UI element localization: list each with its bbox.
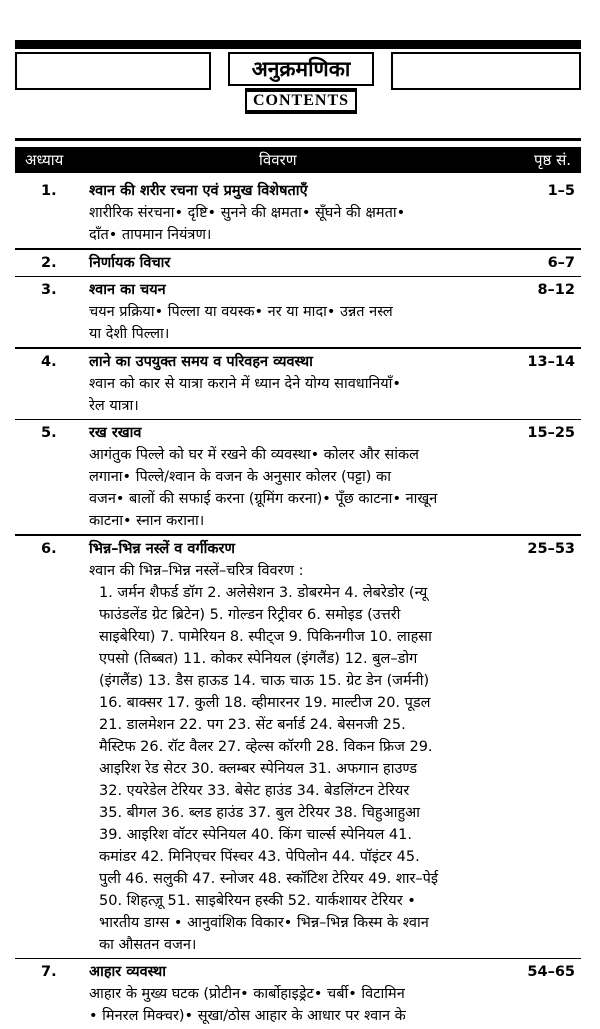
description-line: रेल यात्रा। [89,397,139,414]
breed-list-line: 39. आइरिश वॉटर स्पेनियल 40. किंग चार्ल्स स्पेनियल 41. [99,826,412,843]
description-line: आहार के मुख्य घटक (प्रोटीन• कार्बोहाइड्रेट• चर्बी• विटामिन [89,986,405,1002]
breed-list-line: मैस्टिफ 26. रॉट वैलर 27. व्हेल्स कॉरगी 28. विकन फ्रिज 29. [99,738,433,755]
chapter-title: श्वान की शरीर रचना एवं प्रमुख विशेषताएँ [89,183,308,199]
chapter-number: 2. [41,254,57,271]
column-page: पृष्ठ सं. [533,151,571,169]
breed-list-line: आइरिश रेड सेटर 30. क्लम्बर स्पेनियल 31. अफगान हाउण्ड [99,760,418,777]
breed-list-line: 16. बाक्सर 17. कुली 18. व्हीमारनर 19. माल्टीज 20. पूडल [99,694,431,711]
chapter-number: 7. [41,964,57,980]
breed-list-line: फाउंडलेंड ग्रेट ब्रिटेन) 5. गोल्डन रिट्रीवर 6. समोइड (उत्तरी [99,606,401,623]
breed-list-line: का औसतन वजन। [99,936,197,953]
chapter-number: 6. [41,540,57,557]
description-line: या देशी पिल्ला। [89,326,170,342]
header-right-box [391,52,581,90]
breed-list-line: 21. डालमेशन 22. पग 23. सेंट बर्नार्ड 24. बेसनजी 25. [99,716,406,733]
chapter-title: रख रखाव [89,425,142,441]
top-border-bar [15,40,581,49]
chapter-entry [15,176,581,248]
title-block [219,52,383,115]
chapter-title: आहार व्यवस्था [89,964,167,980]
chapter-entry [15,420,581,534]
header-top-rule [15,138,581,141]
description-line: • मिनरल मिक्चर)• सूखा/ठोस आहार के आधार पर श्वान के [89,1008,406,1024]
chapter-pages: 25–53 [527,540,575,557]
breed-list-line: साइबेरिया) 7. पामेरियन 8. स्पीट्ज 9. पिकिनगीज 10. लाहसा [99,628,432,645]
column-chapter: अध्याय [25,151,64,169]
chapter-pages: 1–5 [547,183,575,199]
chapter-pages: 8–12 [537,282,575,298]
chapter-description [89,202,555,246]
contents-list [15,176,581,1029]
chapter-number: 5. [41,425,57,441]
breed-list-line: 35. बीगल 36. ब्लड हाउंड 37. बुल टेरियर 38. चिहुआहुआ [99,804,420,821]
description-line: दाँत• तापमान नियंत्रण। [89,227,212,243]
description-line: शारीरिक संरचना• दृष्टि• सुनने की क्षमता• सूँघने की क्षमता• [89,205,406,221]
chapter-heading-row [15,422,581,444]
breed-list-line: (इंगलैंड) 13. डैस हाऊड 14. चाऊ चाऊ 15. ग्रेट डेन (जर्मनी) [99,672,430,689]
chapter-pages: 54–65 [527,964,575,980]
breed-list-line: एपसो (तिब्बत) 11. कोकर स्पेनियल (इंगलैंड) 12. बुल–डोग [99,650,418,667]
header-left-box [15,52,211,90]
title-hindi: अनुक्रमणिका [228,52,374,86]
chapter-description [89,444,555,532]
description-line: लगाना• पिल्ले/श्वान के वजन के अनुसार कोलर (पट्टा) का [89,469,391,485]
chapter-entry [15,277,581,347]
chapter-heading-row [15,351,581,373]
chapter-pages: 15–25 [527,425,575,441]
breed-list-line: भारतीय डाग्स • आनुवांशिक विकार• भिन्न–भिन्न किस्म के श्वान [99,914,429,931]
breed-list-line: पुली 46. सलुकी 47. स्नोजर 48. स्कॉटिश टेरियर 49. शार–पेई [99,870,439,887]
title-english-banner [245,88,357,114]
chapter-number: 3. [41,282,57,298]
chapter-heading-row [15,252,581,274]
chapter-description [89,373,555,417]
column-description: विवरण [259,151,297,169]
description-line: श्वान की भिन्न–भिन्न नस्लें–चरित्र विवरण : [89,562,304,579]
chapter-heading-row [15,961,581,983]
chapter-entry [15,349,581,419]
description-line: श्वान को कार से यात्रा कराने में ध्यान देने योग्य सावधानियाँ• [89,375,401,392]
breed-list-line: 32. एयरेडेल टेरियर 33. बेसेट हाउंड 34. बेडलिंग्टन टेरियर [99,782,410,799]
chapter-title: श्वान का चयन [89,282,166,298]
description-line: वजन• बालों की सफाई करना (ग्रूमिंग करना)• पूँछ काटना• नाखून [89,491,438,507]
chapter-pages: 13–14 [527,353,575,370]
chapter-heading-row [15,180,581,202]
chapter-number: 4. [41,353,57,370]
chapter-entry [15,536,581,958]
chapter-description [89,560,555,582]
column-header [15,147,581,173]
description-line: काटना• स्नान कराना। [89,513,205,529]
chapter-title: निर्णायक विचार [89,254,171,271]
chapter-entry [15,959,581,1029]
breed-list-line: कमांडर 42. मिनिएचर पिंस्चर 43. पेपिलोन 44. पॉइंटर 45. [99,848,420,865]
chapter-description [89,301,555,345]
title-english: CONTENTS [247,92,355,110]
chapter-description [89,983,555,1027]
chapter-heading-row [15,279,581,301]
breed-list-line: 1. जर्मन शैफर्ड डॉग 2. अलेसेशन 3. डोबरमेन 4. लेबरेडोर (न्यू [99,584,428,601]
breed-list-line: 50. शिहत्ज़ू 51. साइबेरियन हस्की 52. यार्कशायर टेरियर • [99,892,416,909]
description-line: चयन प्रक्रिया• पिल्ला या वयस्क• नर या मादा• उन्नत नस्ल [89,304,393,320]
chapter-number: 1. [41,183,57,199]
chapter-title: लाने का उपयुक्त समय व परिवहन व्यवस्था [89,353,313,370]
breed-list [99,582,571,956]
chapter-entry [15,250,581,276]
chapter-heading-row [15,538,581,560]
chapter-title: भिन्न–भिन्न नस्लें व वर्गीकरण [89,540,235,557]
chapter-pages: 6–7 [547,254,575,271]
description-line: आगंतुक पिल्ले को घर में रखने की व्यवस्था• कोलर और सांकल [89,447,419,463]
